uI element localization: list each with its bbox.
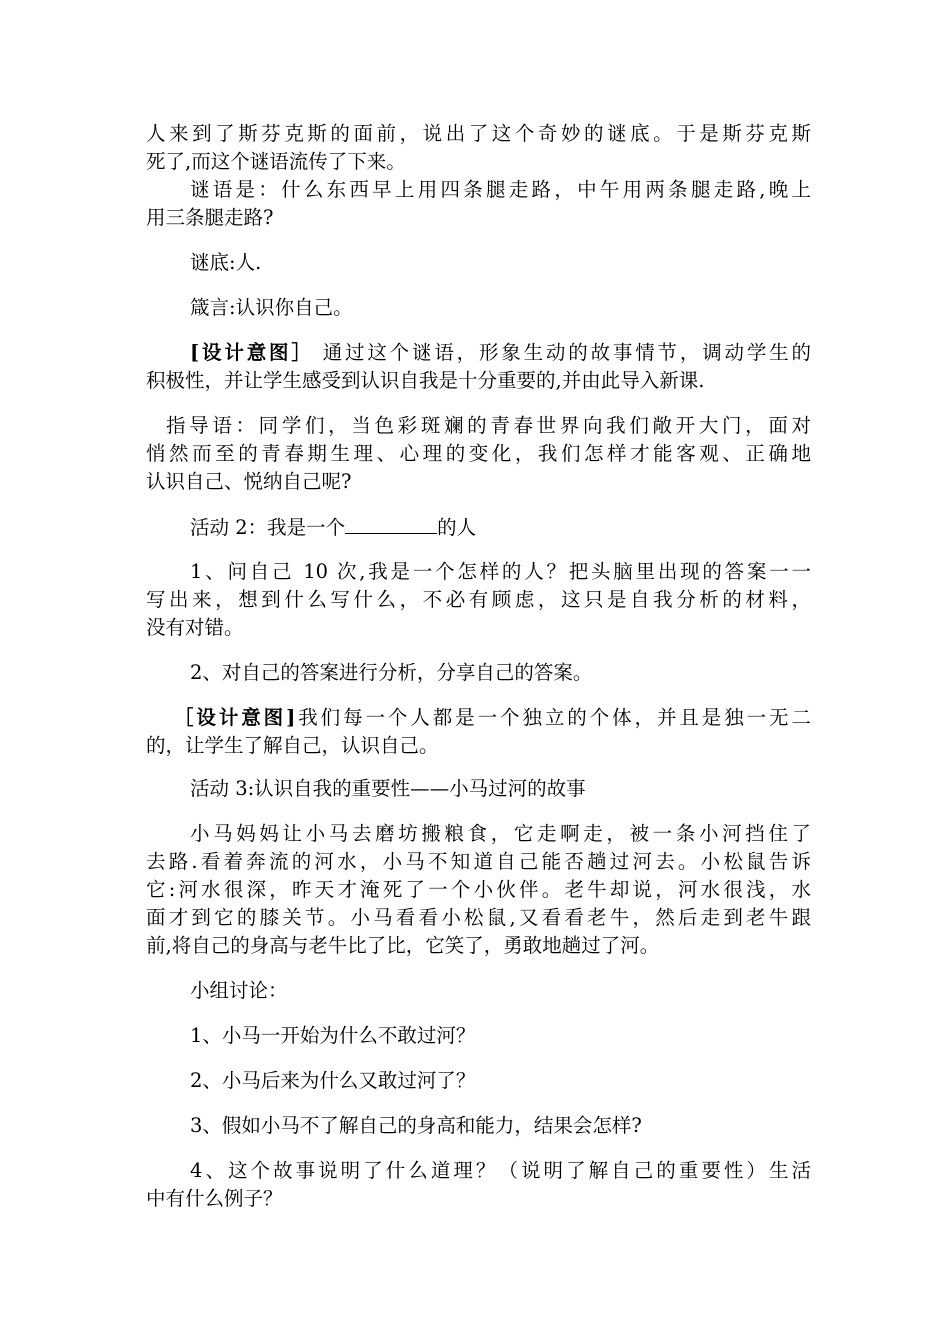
text-line: 1、问自己 10 次,我是一个怎样的人？把头脑里出现的答案一一 [190,560,811,583]
text-line: 死了,而这个谜语流传了下来。 [146,150,406,173]
discussion-question-3: 3、假如小马不了解自己的身高和能力，结果会怎样? [190,1114,642,1137]
text-line: 认识自己、悦纳自己呢? [146,470,352,493]
discussion-question-4 [146,1157,811,1213]
text-line: 写出来，想到什么写什么，不必有顾虑，这只是自我分析的材料， [146,588,811,611]
paragraph-design-intent-2 [146,704,811,760]
text-line: 去路.看着奔流的河水，小马不知道自己能否趟过河去。小松鼠告诉 [146,850,811,873]
paragraph-activity-2-step-2: 2、对自己的答案进行分析，分享自己的答案。 [190,661,593,684]
text-line: 4、这个故事说明了什么道理？（说明了解自己的重要性）生活 [190,1159,811,1182]
text-line: 用三条腿走路? [146,206,274,229]
text-line: 它:河水很深，昨天才淹死了一个小伙伴。老牛却说，河水很浅，水 [146,878,811,901]
design-intent-tag: ［设计意图] [174,706,296,729]
discussion-question-2: 2、小马后来为什么又敢过河了？ [190,1069,476,1092]
text-line: 小马妈妈让小马去磨坊搬粮食，它走啊走，被一条小河挡住了 [190,822,811,845]
paragraph-activity-2 [146,513,811,541]
text-line: 人来到了斯芬克斯的面前，说出了这个奇妙的谜底。于是斯芬克斯 [146,122,811,145]
paragraph-motto: 箴言:认识你自己。 [190,296,353,319]
discussion-question-1: 1、小马一开始为什么不敢过河？ [190,1024,476,1047]
text-line: 谜语是：什么东西早上用四条腿走路，中午用两条腿走路,晚上 [190,178,811,201]
paragraph-riddle [146,176,811,232]
paragraph-activity-3: 活动 3:认识自我的重要性——小马过河的故事 [190,777,586,800]
paragraph-activity-2-step-1 [146,558,811,642]
text-line: 积极性，并让学生感受到认识自我是十分重要的,并由此导入新课. [146,369,705,392]
text-line: 悄然而至的青春期生理、心理的变化，我们怎样才能客观、正确地 [146,442,811,465]
text-line [146,704,811,732]
text-span: 我们每一个人都是一个独立的个体，并且是独一无二 [295,706,811,729]
design-intent-tag: [设计意图］ [190,341,314,364]
text-span: 的人 [437,516,477,539]
paragraph-design-intent-1 [146,339,811,395]
paragraph-guidance [146,412,811,496]
paragraph-sphinx-story [146,120,811,176]
text-span: 活动 2：我是一个 [190,516,346,539]
text-line: 没有对错。 [146,616,244,639]
text-line: 中有什么例子？ [146,1187,283,1210]
text-line: 前,将自己的身高与老牛比了比，它笑了，勇敢地趟过了河。 [146,934,660,957]
paragraph-pony-story [146,820,811,960]
text-line: 面才到它的膝关节。小马看看小松鼠,又看看老牛，然后走到老牛跟 [146,906,811,929]
paragraph-group-discussion: 小组讨论： [190,979,288,1002]
text-line: 的，让学生了解自己，认识自己。 [146,734,439,757]
text-line [146,339,811,367]
document-page [146,120,811,1213]
text-line: 指导语：同学们，当色彩斑斓的青春世界向我们敞开大门，面对 [166,414,811,437]
paragraph-answer: 谜底:人. [190,251,262,274]
fill-in-blank [345,513,437,534]
text-span: 通过这个谜语，形象生动的故事情节，调动学生的 [322,341,811,364]
